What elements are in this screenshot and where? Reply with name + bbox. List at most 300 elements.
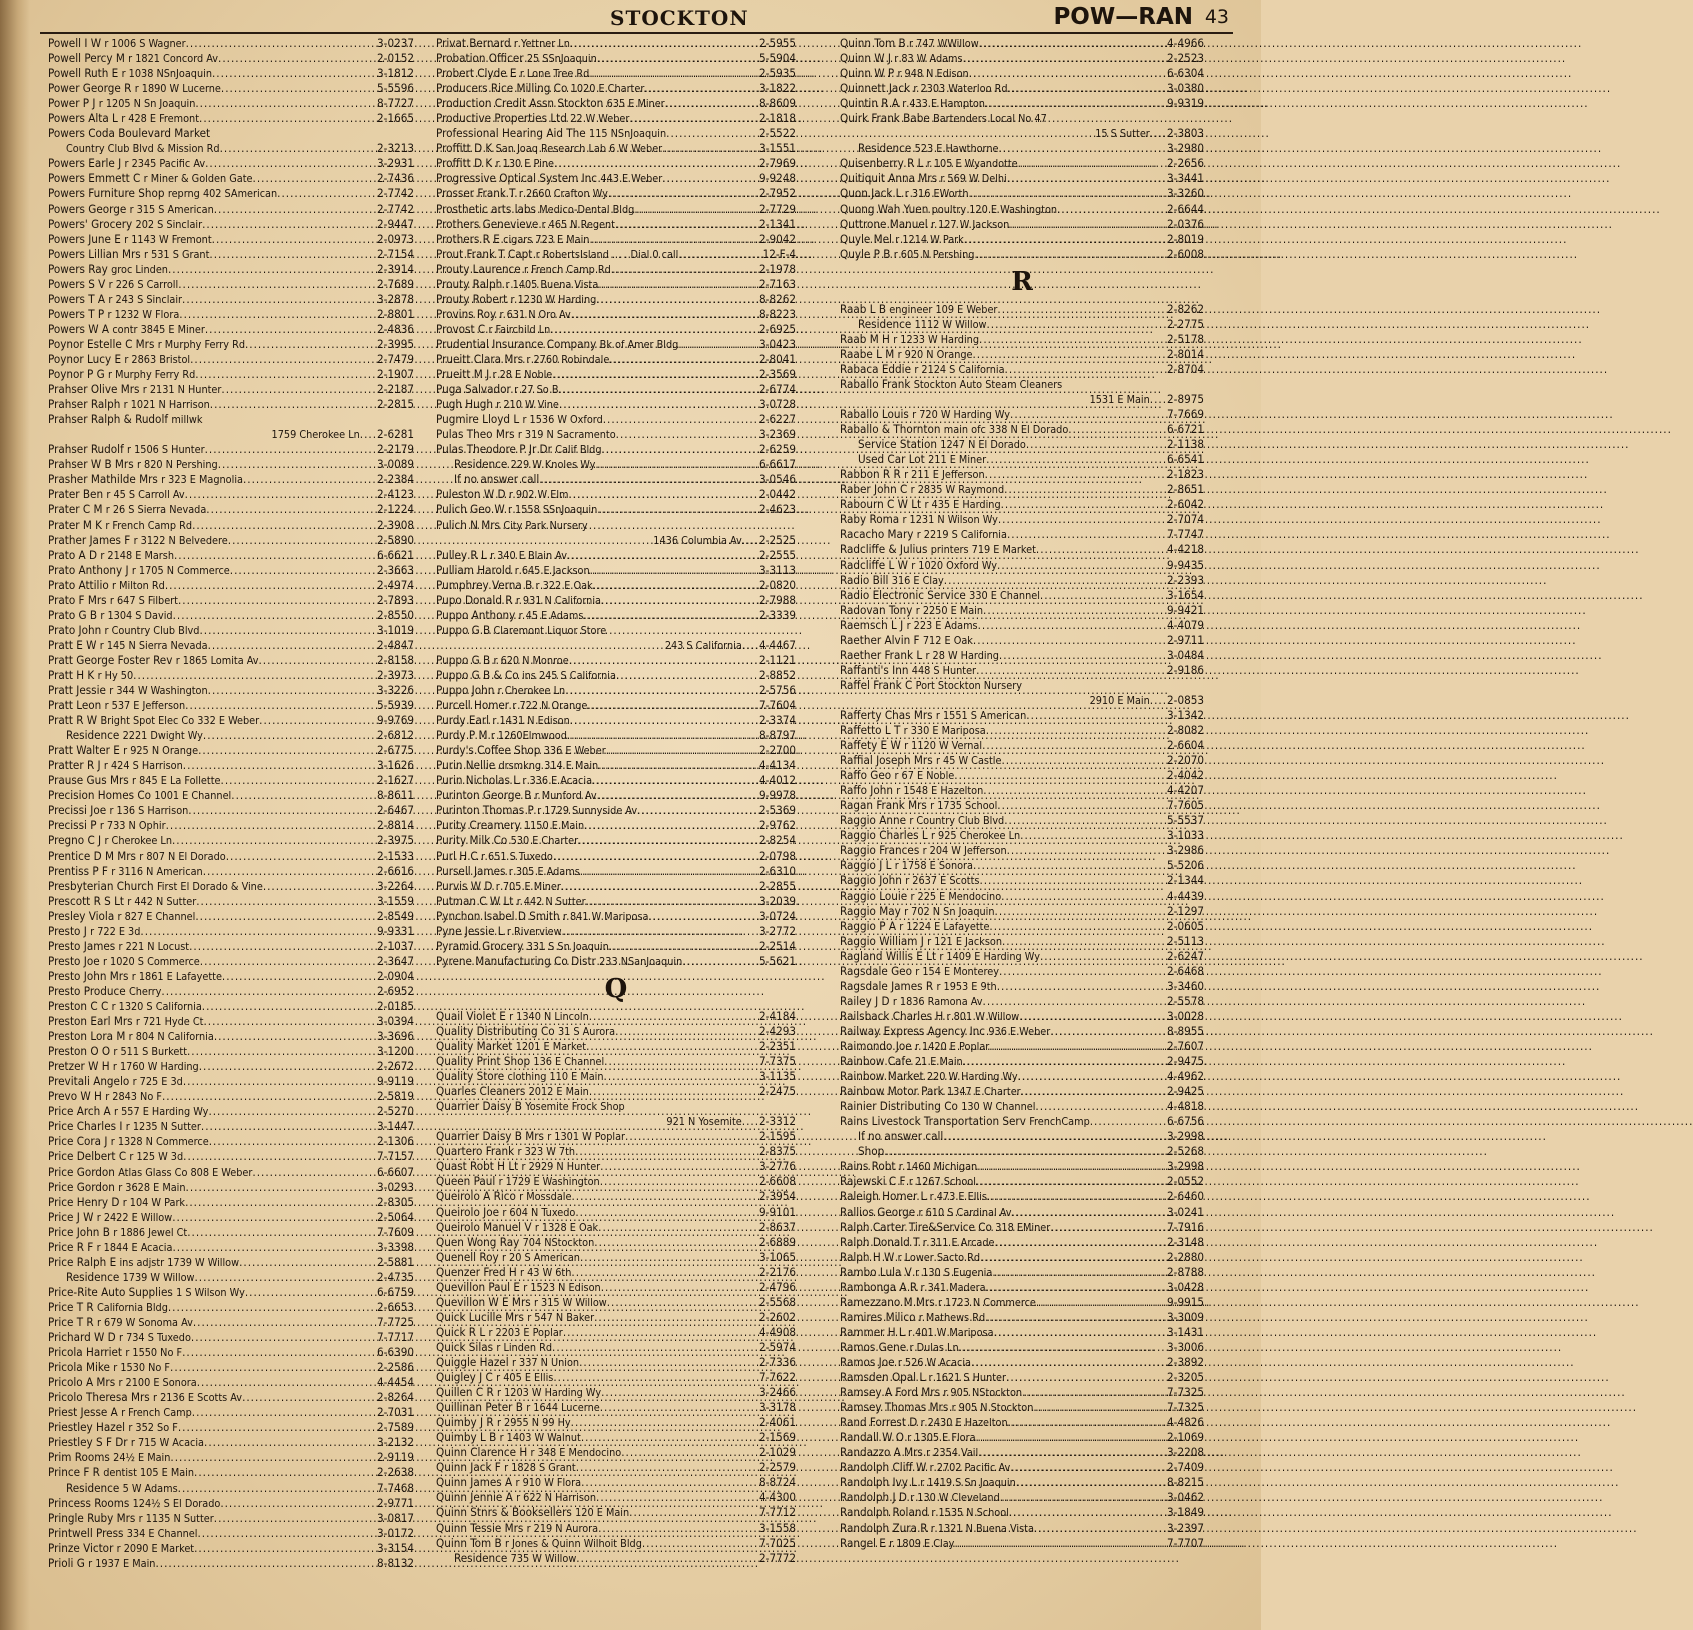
listing-name: Prouty Laurence [436, 261, 521, 276]
listing-row [48, 1405, 414, 1420]
listing-name: Prouty Robert [436, 291, 508, 306]
listing-name: Residence [66, 728, 120, 743]
dot-leader [1022, 1385, 1167, 1400]
dot-leader [978, 1445, 1167, 1460]
listing-row [48, 1225, 414, 1240]
phone-number: 2-8550 [377, 607, 414, 622]
listing-entry [436, 96, 665, 111]
listing-row [436, 1189, 796, 1204]
listing-row [48, 939, 414, 954]
listing-name: Provost C [436, 321, 486, 336]
phone-number: 6-6759 [377, 1284, 414, 1299]
listing-row [48, 1330, 414, 1345]
listing-entry [840, 156, 1018, 171]
listing-address: r 1006 S Wagner [104, 37, 186, 50]
listing-name: Quen Wong Ray [436, 1234, 520, 1249]
phone-number: 3-0394 [377, 1014, 414, 1029]
listing-row [436, 1220, 796, 1235]
listing-name: Puppo G B [436, 622, 491, 637]
dot-leader [182, 1345, 377, 1360]
listing-address: millwk [171, 413, 203, 427]
listing-entry [436, 1174, 600, 1189]
listing-row [436, 773, 796, 788]
phone-number: 2-0185 [377, 999, 414, 1013]
dot-leader [220, 141, 377, 156]
listing-address: r 537 E Jefferson [104, 699, 186, 713]
listing-entry [436, 548, 567, 563]
listing-address: r 43 W 6th [520, 1265, 572, 1279]
listing-entry [436, 683, 565, 698]
listing-name: Raggio J L [840, 858, 892, 873]
listing-row [436, 1205, 796, 1220]
listing-name: Probert Clyde E [436, 66, 517, 81]
phone-number: 2-9042 [759, 231, 796, 246]
dot-leader [168, 1300, 377, 1315]
listing-address: r Country Club Blvd [909, 814, 1005, 828]
phone-number: 2-3339 [759, 607, 796, 622]
listing-name: Ralph Carter Tire&Service Co [840, 1219, 992, 1234]
phone-number: 3-2369 [759, 427, 796, 442]
listing-row [436, 833, 796, 848]
listing-address: r 1409 E Harding Wy [939, 949, 1040, 963]
listing-address: r 2760 Robindale [526, 352, 610, 366]
listing-entry [436, 713, 570, 728]
dot-leader [971, 1355, 1167, 1370]
listing-entry [48, 126, 210, 141]
dot-leader [199, 623, 377, 638]
listing-name: Queirolo Joe [436, 1204, 500, 1219]
listing-address: First El Dorado & Vine [156, 879, 263, 893]
listing-name: Rambonga A R [840, 1279, 918, 1294]
listing-entry [436, 1220, 598, 1235]
listing-address: r Hy 50 [97, 668, 134, 682]
phone-number: 8-8797 [759, 728, 796, 743]
listing-address: r 311 E Arcade [922, 1235, 995, 1249]
listing-address: r 1844 E Acacia [96, 1240, 173, 1254]
listing-entry [436, 758, 598, 773]
phone-number: 2-5756 [759, 683, 796, 698]
listing-address: 712 E Oak [922, 633, 973, 647]
listing-address: 318 EMiner [995, 1220, 1051, 1234]
listing-entry [840, 904, 995, 919]
listing-entry [436, 442, 602, 457]
listing-name: Production Credit Assn Stockton [436, 96, 604, 111]
listing-entry [840, 422, 1068, 437]
listing-row [436, 1370, 796, 1385]
listing-name: Prato Anthony J [48, 562, 129, 577]
listing-address: r 1214 W Park [895, 232, 964, 246]
listing-row [48, 1165, 414, 1180]
dot-leader [1012, 1205, 1168, 1220]
listing-row [436, 533, 796, 548]
phone-number: 7-7604 [759, 698, 796, 713]
listing-entry [436, 217, 615, 232]
listing-address: r 569 W Delhi [940, 172, 1007, 186]
phone-number: 7-7605 [1167, 798, 1204, 813]
listing-name: Progressive Optical System Inc [436, 171, 598, 186]
listing-row [840, 1114, 1204, 1129]
listing-entry [840, 768, 954, 783]
listing-name: Proffitt D K [436, 156, 493, 171]
phone-number: 2-3954 [759, 1189, 796, 1204]
listing-entry [436, 1205, 575, 1220]
listing-name: Ramezzano M Mrs [840, 1294, 935, 1309]
phone-number: 2-8651 [1167, 482, 1204, 497]
listing-row [48, 623, 414, 638]
listing-name: Preston O O [48, 1044, 111, 1059]
listing-row [840, 618, 1204, 633]
listing-address: r 1836 Ramona Av [892, 994, 983, 1008]
listing-row [436, 1024, 796, 1039]
listing-entry [840, 1385, 1022, 1400]
listing-address: 1759 Cherokee Ln [271, 428, 360, 442]
listing-entry [436, 1295, 607, 1310]
listing-address: 1020 E Charter [570, 82, 645, 96]
listing-entry [48, 1014, 203, 1029]
listing-row [436, 1054, 796, 1069]
listing-address: r 2136 E Scotts Av [153, 1391, 243, 1405]
listing-entry [840, 588, 1040, 603]
listing-name: Ramsey A Ford Mrs [840, 1385, 941, 1400]
phone-number: 2-0853 [1167, 692, 1204, 707]
listing-entry [436, 247, 678, 262]
phone-number: 2-6608 [759, 1174, 796, 1189]
listing-entry [48, 638, 208, 653]
listing-entry [436, 743, 606, 758]
listing-entry [436, 894, 586, 909]
dot-leader [608, 186, 759, 201]
phone-number: 2-7479 [377, 351, 414, 366]
listing-row [436, 909, 796, 924]
listing-name: Price Cora J [48, 1134, 108, 1149]
phone-number: 2-6227 [759, 412, 796, 427]
listing-address: r 715 W Acacia [130, 1436, 205, 1450]
phone-number: 2-0552 [1167, 1174, 1204, 1189]
listing-name: Randolph Roland [840, 1505, 929, 1520]
listing-entry [48, 307, 179, 322]
listing-address: 1347 E Charter [946, 1085, 1021, 1099]
dot-leader [1007, 171, 1167, 186]
listing-row [436, 894, 796, 909]
listing-entry [436, 1400, 600, 1415]
listing-entry [48, 292, 182, 307]
listing-row [840, 497, 1204, 512]
listing-address: r 1205 N Sn Joaquin [98, 97, 196, 111]
listing-entry [840, 1189, 987, 1204]
dot-leader [231, 788, 377, 803]
listing-entry [840, 633, 973, 648]
listing-address: City Park Nursery [503, 518, 588, 532]
phone-number: 2-5270 [377, 1104, 414, 1119]
phone-number: 2-5881 [377, 1254, 414, 1269]
listing-name: Quillinan Peter B [436, 1400, 523, 1415]
listing-address: r 702 N Sn Joaquin [904, 904, 995, 918]
phone-number: 2-7163 [759, 276, 796, 291]
dot-leader [625, 1129, 759, 1144]
dot-leader [203, 864, 377, 879]
phone-number: 2-5955 [759, 36, 796, 50]
phone-number: 2-3647 [377, 953, 414, 968]
phone-number: 3-0423 [759, 336, 796, 351]
listing-address: 115 NSnJoaquin [589, 127, 667, 141]
listing-row [48, 548, 414, 563]
dot-leader [584, 818, 759, 833]
listing-entry [48, 773, 221, 788]
phone-number: 2-1569 [759, 1430, 796, 1445]
listing-row [436, 1235, 796, 1250]
dot-leader [245, 1285, 377, 1300]
listing-row [840, 1129, 1204, 1144]
dot-leader [997, 798, 1167, 813]
listing-address: r 45 S Carroll Av [106, 488, 185, 502]
dot-leader [598, 1220, 759, 1235]
listing-row [840, 362, 1204, 377]
listing-entry [840, 723, 986, 738]
listing-address: 448 S Hunter [911, 663, 977, 677]
dot-leader [598, 277, 759, 292]
dot-leader [552, 1340, 759, 1355]
listing-row [840, 542, 1204, 557]
listing-entry [48, 593, 178, 608]
dot-leader [553, 849, 759, 864]
listing-row [48, 322, 414, 337]
listing-row [840, 1415, 1204, 1430]
listing-name: Radcliffe & Julius [840, 542, 928, 557]
listing-row [48, 833, 414, 848]
listing-entry [48, 803, 188, 818]
listing-entry [48, 502, 206, 517]
dot-leader [593, 578, 759, 593]
listing-entry [840, 1536, 954, 1551]
listing-name: Quitiquit Anna Mrs [840, 171, 938, 186]
phone-number: 2-2880 [1167, 1249, 1204, 1264]
listing-address: r 1550 No F [125, 1346, 183, 1360]
listing-name: Prim Rooms [48, 1450, 110, 1465]
listing-row [840, 1340, 1204, 1355]
listing-row [840, 558, 1204, 573]
listing-entry [840, 1069, 1018, 1084]
listing-address: r 1340 N Lincoln [509, 1009, 589, 1023]
listing-name: Raggio May [840, 903, 901, 918]
dot-leader [201, 1119, 377, 1134]
listing-name: Pyramid Grocery [436, 938, 524, 953]
listing-entry [48, 457, 218, 472]
listing-name: Pugh Hugh [436, 397, 493, 412]
listing-row [436, 36, 796, 51]
listing-row [840, 377, 1204, 392]
listing-address: r 1233 W Harding [893, 332, 980, 346]
phone-number: 3-2772 [759, 923, 796, 938]
listing-row [48, 818, 414, 833]
listing-address: 31 S Aurora [557, 1024, 616, 1038]
listing-name: Purdy's Coffee Shop [436, 743, 541, 758]
listing-name: Prouty Ralph [436, 276, 503, 291]
listing-row [48, 578, 414, 593]
phone-number: 6-6541 [1167, 452, 1204, 467]
phone-number: 3-2039 [759, 893, 796, 908]
listing-row [48, 1360, 414, 1375]
phone-number: 3-2998 [1167, 1129, 1204, 1144]
listing-name: Ramsey Thomas Mrs [840, 1400, 949, 1415]
listing-entry [48, 262, 168, 277]
listing-address: r 1431 N Edison [492, 714, 570, 728]
listing-name: Raby Roma [840, 512, 900, 527]
listing-name: Pyne Jessie L [436, 923, 504, 938]
listing-name: Prosser Frank T [436, 186, 516, 201]
dot-leader [983, 994, 1168, 1009]
listing-address: r 83 W Adams [894, 52, 963, 66]
listing-name: Precision Homes Co [48, 788, 152, 803]
listing-row [840, 738, 1204, 753]
listing-row [436, 563, 796, 578]
listing-name: Powers Earle J [48, 156, 122, 171]
phone-number: 4-4439 [1167, 888, 1204, 903]
listing-row [840, 1430, 1204, 1445]
phone-number: 2-0820 [759, 577, 796, 592]
dot-leader [1026, 437, 1167, 452]
listing-entry [436, 186, 608, 201]
listing-address: r 2345 Pacific Av [124, 157, 206, 171]
listing-row [436, 1114, 796, 1129]
listing-entry [840, 232, 964, 247]
dot-leader [197, 1375, 377, 1390]
listing-entry [436, 879, 561, 894]
listing-address: r 1735 School [930, 799, 998, 813]
listing-entry [48, 232, 212, 247]
phone-number: 2-4123 [377, 487, 414, 502]
listing-entry [436, 322, 550, 337]
dot-leader [596, 1490, 759, 1505]
dot-leader [586, 1039, 759, 1054]
phone-number: 2-7589 [377, 1420, 414, 1435]
listing-entry [454, 457, 595, 472]
listing-entry [48, 894, 196, 909]
dot-leader [170, 1360, 377, 1375]
listing-row [48, 247, 414, 262]
listing-name: Pricola Mike [48, 1360, 110, 1375]
dot-leader [944, 573, 1167, 588]
listing-name: Quartero Frank [436, 1144, 515, 1159]
listing-name: Pupo Donald R [436, 592, 513, 607]
listing-row [436, 382, 796, 397]
listing-name: Raether Frank L [840, 647, 923, 662]
listing-address: r 647 S Filbert [109, 593, 178, 607]
listing-entry [48, 758, 183, 773]
listing-name: Pratt Walter E [48, 743, 120, 758]
listing-entry [840, 186, 969, 201]
phone-number: 2-9119 [377, 1450, 414, 1465]
listing-row [436, 1295, 796, 1310]
listing-entry [48, 1465, 194, 1480]
listing-address: r 1644 Lucerne [526, 1401, 600, 1415]
listing-address: cigars 723 E Main [503, 232, 590, 246]
phone-number: 3-3113 [759, 562, 796, 577]
listing-address: r 1809 E Clay [889, 1536, 955, 1550]
listing-entry [48, 382, 221, 397]
listing-row [48, 292, 414, 307]
listing-name: Prinze Victor [48, 1540, 114, 1555]
listing-name: Prueitt Clara Mrs [436, 351, 524, 366]
listing-name: Raballo & Thornton [840, 422, 941, 437]
listing-address: 15 S Sutter [1095, 127, 1150, 141]
dot-leader [1050, 1024, 1167, 1039]
dot-leader [1004, 482, 1167, 497]
listing-name: Pulliam Harold [436, 562, 512, 577]
phone-number: 4-4079 [1167, 617, 1204, 632]
listing-row [436, 1400, 796, 1415]
listing-name: Powers Emmett C [48, 171, 141, 186]
listing-entry [48, 1165, 252, 1180]
dot-leader [183, 758, 377, 773]
dot-leader [185, 1195, 377, 1210]
listing-row [48, 51, 414, 66]
dot-leader [228, 533, 377, 548]
listing-row [840, 1235, 1204, 1250]
dot-leader [550, 322, 759, 337]
phone-number: 2-1595 [759, 1129, 796, 1144]
listing-address: Country Club Blvd & Mission Rd [66, 142, 220, 156]
listing-row [840, 873, 1204, 888]
listing-row [48, 1014, 414, 1029]
listing-row [48, 367, 414, 382]
phone-number: 3-1849 [1167, 1505, 1204, 1520]
dot-leader [140, 924, 377, 939]
listing-entry [48, 247, 209, 262]
listing-row [840, 648, 1204, 663]
dot-leader [205, 156, 377, 171]
listing-row [48, 743, 414, 758]
listing-address: ins adjstr 1739 W Willow [119, 1255, 240, 1269]
listing-name: Powers S V [48, 276, 106, 291]
phone-number: 3-3006 [1167, 1339, 1204, 1354]
phone-number: 3-1626 [377, 758, 414, 773]
listing-name: Prato G B [48, 607, 98, 622]
phone-number: 9-9978 [759, 788, 796, 803]
page-header [40, 4, 1233, 34]
listing-row [840, 1220, 1204, 1235]
listing-address: r 323 W 7th [517, 1145, 576, 1159]
listing-row [436, 1505, 796, 1520]
dot-leader [634, 202, 759, 217]
listing-entry [48, 277, 178, 292]
listing-entry [436, 1265, 571, 1280]
phone-number: 2-1121 [759, 652, 796, 667]
listing-name: Quenell Roy [436, 1249, 499, 1264]
phone-number: 2-6042 [1167, 497, 1204, 512]
listing-address: r 26 S Sierra Nevada [105, 503, 207, 517]
phone-number: 2-8158 [377, 652, 414, 667]
listing-entry [840, 1340, 959, 1355]
phone-number: 2-2384 [377, 472, 414, 487]
listing-row [436, 1325, 796, 1340]
dot-leader [1009, 1505, 1167, 1520]
listing-entry [48, 1345, 182, 1360]
listing-name: Quillen C R [436, 1385, 494, 1400]
phone-number: 2-1037 [377, 938, 414, 953]
listing-row [840, 1490, 1204, 1505]
dot-leader [203, 728, 377, 743]
listing-row [436, 1009, 796, 1024]
phone-number: 2-1297 [1167, 903, 1204, 918]
phone-number: 2-6774 [759, 382, 796, 397]
phone-number: 2-6259 [759, 442, 796, 457]
phone-number: 3-1342 [1167, 707, 1204, 722]
listing-row [840, 1009, 1204, 1024]
listing-address: r 344 W Washington [109, 684, 208, 698]
listing-name: Quiggle Hazel [436, 1354, 509, 1369]
listing-name: Puppo Anthony [436, 607, 516, 622]
listing-name: Raggio Louie [840, 888, 908, 903]
